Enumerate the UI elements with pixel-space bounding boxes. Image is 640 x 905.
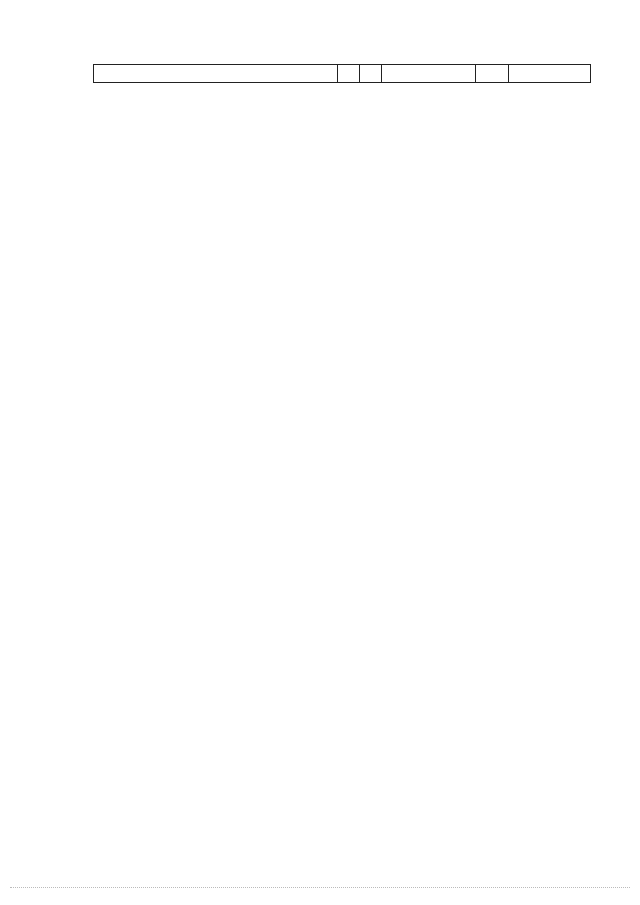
header-col-1 bbox=[94, 65, 337, 82]
header-col-6 bbox=[509, 65, 590, 82]
table-header bbox=[93, 64, 591, 83]
page-edge-dots bbox=[10, 887, 630, 889]
header-col-5 bbox=[476, 65, 508, 82]
header-col-2 bbox=[338, 65, 359, 82]
header-col-3 bbox=[360, 65, 381, 82]
header-col-4 bbox=[382, 65, 475, 82]
